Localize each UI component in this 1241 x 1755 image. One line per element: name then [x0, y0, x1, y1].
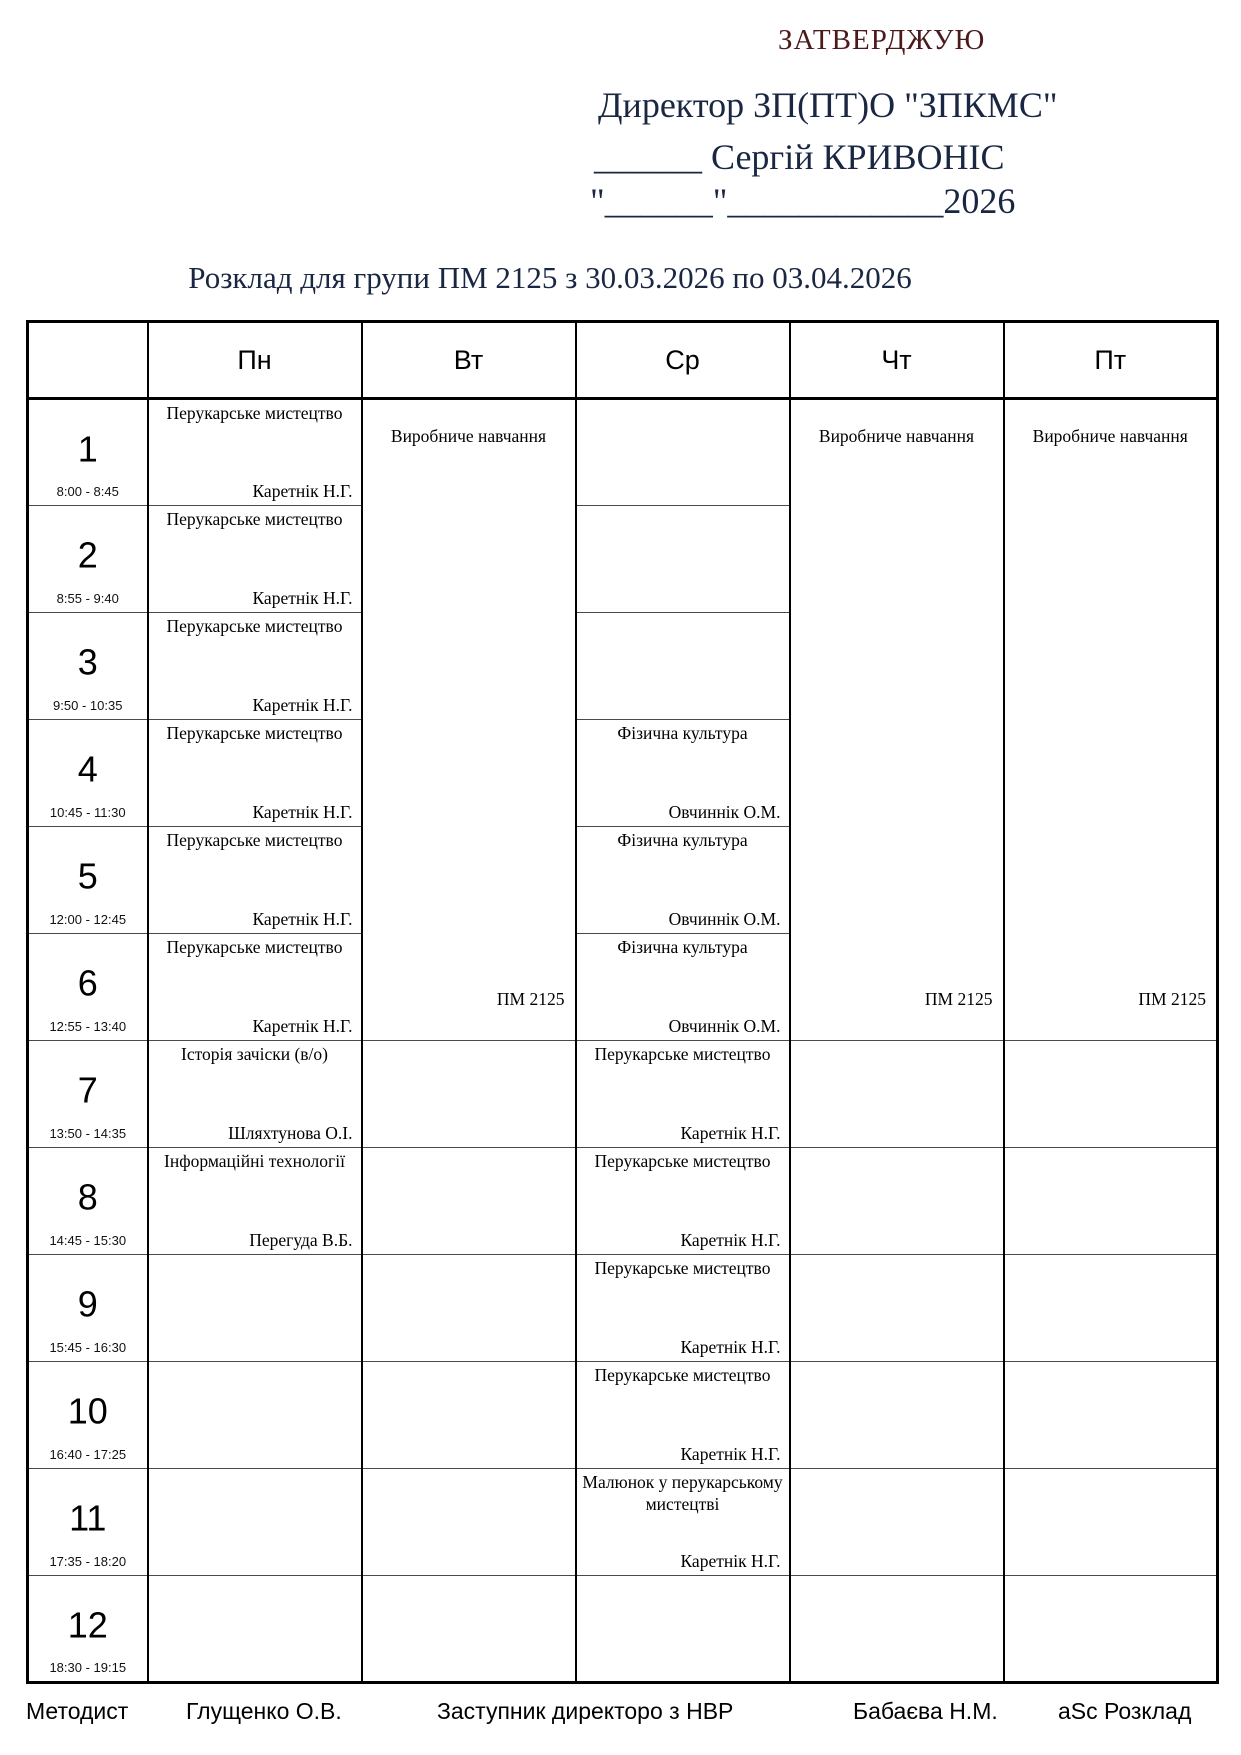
subject: Фізична культура [617, 830, 748, 850]
teacher: Каретнік Н.Г. [252, 695, 353, 715]
cell-wed-5 [576, 827, 790, 934]
corner-cell [28, 322, 148, 399]
cell-wed-9 [576, 1255, 790, 1362]
subject: Перукарське мистецтво [166, 723, 343, 743]
cell-tue-practice-block [362, 399, 576, 1041]
cell-fri-practice-block [1004, 399, 1218, 1041]
period-row-7 [28, 1041, 1218, 1148]
period-time: 8:55 - 9:40 [56, 591, 119, 606]
teacher: Каретнік Н.Г. [252, 909, 353, 929]
subject: Фізична культура [617, 723, 748, 743]
header-row [28, 322, 1218, 399]
period-number: 11 [69, 1497, 107, 1539]
period-time: 18:30 - 19:15 [49, 1660, 127, 1675]
cell-tue-12 [362, 1576, 576, 1683]
cell-mon-10 [148, 1362, 362, 1469]
cell-thu-7 [790, 1041, 1004, 1148]
cell-wed-7 [576, 1041, 790, 1148]
cell-tue-8 [362, 1148, 576, 1255]
period-time: 17:35 - 18:20 [49, 1554, 127, 1569]
period-cell-6 [28, 934, 148, 1041]
group-label: ПМ 2125 [496, 989, 565, 1009]
period-time: 12:55 - 13:40 [49, 1019, 127, 1034]
period-row-1 [28, 399, 1218, 506]
period-cell-9 [28, 1255, 148, 1362]
subject: Фізична культура [617, 937, 748, 957]
period-number: 8 [77, 1176, 98, 1218]
cell-tue-9 [362, 1255, 576, 1362]
period-number: 7 [77, 1069, 98, 1111]
subject: Перукарське мистецтво [594, 1258, 771, 1278]
period-number: 12 [67, 1604, 108, 1646]
cell-mon-1 [148, 399, 362, 506]
subject: Перукарське мистецтво [594, 1151, 771, 1171]
cell-thu-practice-block [790, 399, 1004, 1041]
cell-thu-12 [790, 1576, 1004, 1683]
period-row-10 [28, 1362, 1218, 1469]
teacher: Каретнік Н.Г. [252, 481, 353, 501]
period-cell-8 [28, 1148, 148, 1255]
period-number: 5 [77, 855, 98, 897]
footer-name-methodist: Глущенко О.В. [186, 1698, 342, 1724]
cell-mon-2 [148, 506, 362, 613]
subject: Інформаційні технології [164, 1151, 345, 1171]
cell-fri-9 [1004, 1255, 1218, 1362]
cell-tue-7 [362, 1041, 576, 1148]
period-cell-3 [28, 613, 148, 720]
subject: Малюнок у перукарському мистецтві [582, 1472, 783, 1514]
period-cell-5 [28, 827, 148, 934]
teacher: Шляхтунова О.І. [228, 1123, 353, 1143]
cell-tue-10 [362, 1362, 576, 1469]
cell-mon-11 [148, 1469, 362, 1576]
teacher: Каретнік Н.Г. [680, 1551, 781, 1571]
subject: Виробниче навчання [818, 426, 975, 446]
footer-name-deputy: Бабаєва Н.М. [853, 1698, 998, 1724]
cell-mon-8 [148, 1148, 362, 1255]
subject: Перукарське мистецтво [166, 616, 343, 636]
cell-wed-4 [576, 720, 790, 827]
cell-wed-12 [576, 1576, 790, 1683]
cell-mon-7 [148, 1041, 362, 1148]
period-row-11 [28, 1469, 1218, 1576]
period-time: 10:45 - 11:30 [49, 805, 126, 820]
period-number: 9 [77, 1283, 98, 1325]
group-label: ПМ 2125 [924, 989, 993, 1009]
day-header-mon: Пн [148, 322, 362, 399]
teacher: Каретнік Н.Г. [680, 1337, 781, 1357]
subject: Перукарське мистецтво [166, 830, 343, 850]
cell-wed-10 [576, 1362, 790, 1469]
cell-wed-8 [576, 1148, 790, 1255]
cell-fri-10 [1004, 1362, 1218, 1469]
cell-wed-6 [576, 934, 790, 1041]
period-number: 4 [77, 748, 98, 790]
cell-mon-4 [148, 720, 362, 827]
period-time: 8:00 - 8:45 [56, 484, 119, 499]
period-time: 13:50 - 14:35 [49, 1126, 127, 1141]
cell-mon-5 [148, 827, 362, 934]
cell-thu-10 [790, 1362, 1004, 1469]
subject: Перукарське мистецтво [166, 403, 343, 423]
teacher: Каретнік Н.Г. [680, 1230, 781, 1250]
cell-fri-7 [1004, 1041, 1218, 1148]
timetable [26, 320, 1219, 1684]
cell-thu-9 [790, 1255, 1004, 1362]
cell-fri-11 [1004, 1469, 1218, 1576]
cell-wed-11 [576, 1469, 790, 1576]
cell-mon-12 [148, 1576, 362, 1683]
day-header-tue: Вт [362, 322, 576, 399]
subject: Перукарське мистецтво [166, 937, 343, 957]
period-time: 12:00 - 12:45 [49, 912, 127, 927]
period-row-8 [28, 1148, 1218, 1255]
cell-wed-2 [576, 506, 790, 613]
cell-tue-11 [362, 1469, 576, 1576]
day-header-wed: Ср [576, 322, 790, 399]
period-time: 15:45 - 16:30 [49, 1340, 127, 1355]
teacher: Каретнік Н.Г. [680, 1444, 781, 1464]
subject: Виробниче навчання [390, 426, 547, 446]
page-title: Розклад для групи ПМ 2125 з 30.03.2026 по 03.04.2026 [188, 260, 912, 295]
subject: Історія зачіски (в/о) [181, 1044, 328, 1064]
footer-role-methodist: Методист [26, 1698, 129, 1724]
signature-line: ______ Сергій КРИВОНІС [594, 137, 1005, 177]
period-cell-10 [28, 1362, 148, 1469]
cell-wed-1 [576, 399, 790, 506]
period-cell-4 [28, 720, 148, 827]
director-line: Директор ЗП(ПТ)О "ЗПКМС" [598, 85, 1058, 125]
footer-role-deputy: Заступник директоро з НВР [437, 1698, 734, 1724]
subject: Виробниче навчання [1032, 426, 1188, 446]
teacher: Овчиннік О.М. [668, 1016, 781, 1036]
period-number: 1 [77, 428, 98, 470]
period-number: 6 [77, 962, 98, 1004]
date-line: "______"____________2026 [590, 181, 1016, 221]
teacher: Каретнік Н.Г. [252, 588, 353, 608]
subject: Перукарське мистецтво [594, 1044, 771, 1064]
period-time: 14:45 - 15:30 [49, 1233, 127, 1248]
cell-thu-11 [790, 1469, 1004, 1576]
period-cell-1 [28, 399, 148, 506]
period-cell-12 [28, 1576, 148, 1683]
period-cell-2 [28, 506, 148, 613]
subject: Перукарське мистецтво [166, 509, 343, 529]
approval-stamp: ЗАТВЕРДЖУЮ [778, 24, 986, 56]
period-cell-7 [28, 1041, 148, 1148]
footer-brand-asc: aSc Розклад [1058, 1698, 1192, 1724]
cell-mon-9 [148, 1255, 362, 1362]
teacher: Каретнік Н.Г. [252, 802, 353, 822]
period-number: 2 [77, 534, 98, 576]
cell-mon-6 [148, 934, 362, 1041]
cell-thu-8 [790, 1148, 1004, 1255]
teacher: Овчиннік О.М. [668, 802, 781, 822]
cell-mon-3 [148, 613, 362, 720]
period-number: 10 [67, 1390, 108, 1432]
period-row-12 [28, 1576, 1218, 1683]
period-number: 3 [77, 641, 98, 683]
teacher: Каретнік Н.Г. [680, 1123, 781, 1143]
cell-fri-8 [1004, 1148, 1218, 1255]
period-time: 16:40 - 17:25 [49, 1447, 127, 1462]
cell-fri-12 [1004, 1576, 1218, 1683]
teacher: Каретнік Н.Г. [252, 1016, 353, 1036]
period-row-9 [28, 1255, 1218, 1362]
period-time: 9:50 - 10:35 [53, 698, 123, 713]
teacher: Овчиннік О.М. [668, 909, 781, 929]
subject: Перукарське мистецтво [594, 1365, 771, 1385]
teacher: Перегуда В.Б. [249, 1230, 353, 1250]
group-label: ПМ 2125 [1138, 989, 1206, 1009]
cell-wed-3 [576, 613, 790, 720]
day-header-fri: Пт [1004, 322, 1218, 399]
period-cell-11 [28, 1469, 148, 1576]
day-header-thu: Чт [790, 322, 1004, 399]
